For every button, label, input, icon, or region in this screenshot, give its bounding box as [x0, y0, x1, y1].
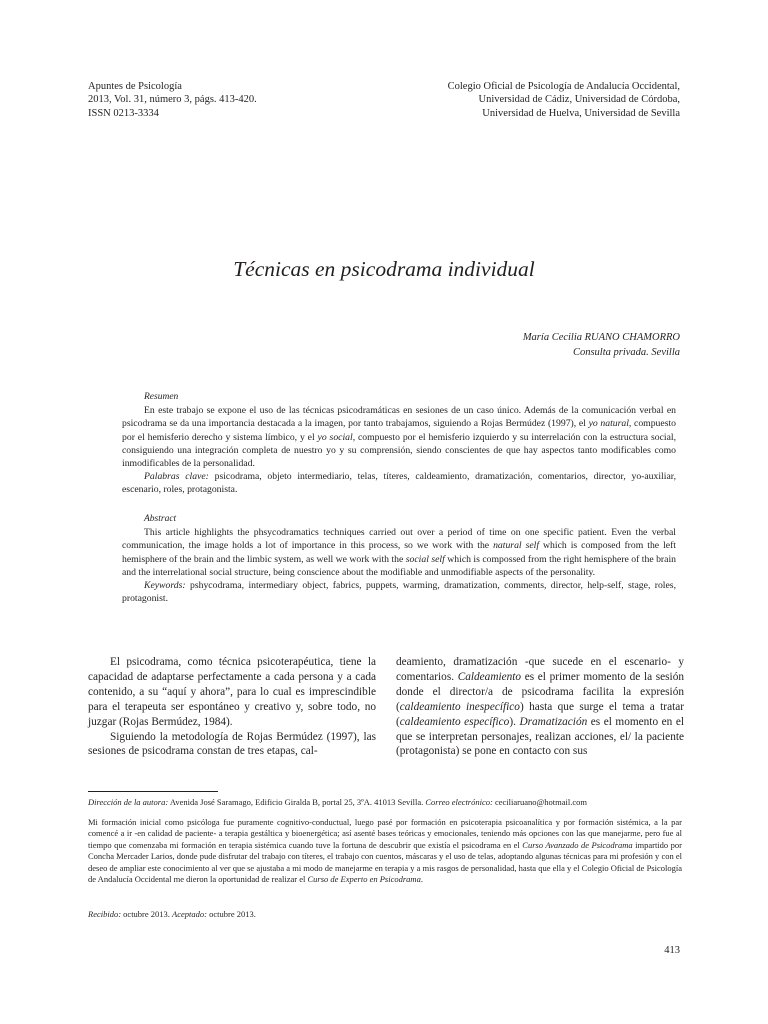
- article-title: Técnicas en psicodrama individual: [233, 257, 535, 281]
- body-column-left: [88, 655, 376, 759]
- abstract-text: This article highlights the phsycodramatics techniques carried out over a period of time on one specific patient. Even the verbal communication, the image holds a lot of importance in this process, so we work with the natural self which is composed from the left hemisphere of the brain and the limbic system, as well we work with the social self which is compossed from the right hemisphere of the brain and the interrelational social structure, being conscience about the modifiable and unmodifiable aspects of the personality.: [122, 527, 676, 578]
- body-column-right: [396, 655, 684, 759]
- footnote-divider: [88, 791, 218, 792]
- journal-volume: 2013, Vol. 31, número 3, págs. 413-420.: [88, 94, 257, 106]
- abstract-keywords: Keywords: pshycodrama, intermediary object, fabrics, puppets, warming, dramatization, comments, director, help-self, stage, roles, protagonist.: [122, 580, 676, 605]
- body-paragraph: deamiento, dramatización -que sucede en el escenario- y comentarios. Caldeamiento es el primer momento de la sesión donde el director/a de psicodrama facilita la expresión (caldeamiento inespecífico) hasta que surge el tema a tratar (caldeamiento específico). Dramatización es el momento en el que se interpretan personajes, realizan acciones, el/ la paciente (protagonista) se pone en contacto con sus: [396, 656, 684, 758]
- journal-info: [88, 80, 348, 120]
- body-paragraph: El psicodrama, como técnica psicoterapéutica, tiene la capacidad de adaptarse perfectamente a cada persona y a cada contenido, a su “aquí y ahora”, para lo cual es imprescindible para el terapeuta ser espontáneo y creativo y, sobre todo, no juzgar (Rojas Bermúdez, 1984).: [88, 656, 376, 728]
- page-number: 413: [664, 945, 680, 956]
- footnote-dates: Recibido: octubre 2013. Aceptado: octubre 2013.: [88, 909, 256, 919]
- journal-issn: ISSN 0213-3334: [88, 107, 159, 119]
- abstract-heading: Abstract: [144, 514, 177, 524]
- resumen-text: En este trabajo se expone el uso de las técnicas psicodramáticas en sesiones de un caso único. Además de la comunicación verbal en psicodrama se da una importancia destacada a la imagen, por tanto trabajamos, siguiendo a Rojas Bermúdez (1997), el yo natural, compuesto por el hemisferio derecho y sistema límbico, y el yo social, compuesto por el hemisferio izquierdo y su interrelación con la estructura social, consiguiendo una integración completa de nuestro yo y su comprensión, siendo conscientes de que hay aspectos tanto modificables como inmodificables de la personalidad.: [122, 405, 676, 470]
- institution-info: [340, 80, 680, 120]
- institution-line: Universidad de Cádiz, Universidad de Córdoba,: [478, 94, 680, 106]
- footnote-address: Dirección de la autora: Avenida José Saramago, Edificio Giralda B, portal 25, 3ºA. 41013 Sevilla. Correo electrónico: ceciliaruano@hotmail.com: [88, 797, 588, 807]
- body-paragraph: Siguiendo la metodología de Rojas Bermúdez (1997), las sesiones de psicodrama constan de tres etapas, cal-: [88, 730, 376, 758]
- journal-name: Apuntes de Psicología: [88, 81, 182, 92]
- resumen-heading: Resumen: [144, 392, 179, 402]
- author-block: [360, 330, 680, 360]
- institution-line: Universidad de Huelva, Universidad de Sevilla: [482, 107, 680, 119]
- resumen-section: [122, 391, 676, 497]
- abstract-section: [122, 513, 676, 605]
- footnote-bio: Mi formación inicial como psicóloga fue puramente cognitivo-conductual, luego pasé por formación en psicoterapia psicoanalítica y por formación sistémica, a la par comencé a ir -en calidad de paciente- a terapia gestáltica y bioenergética; así asenté bases teóricas y emocionales, teniendo más opciones con las que manejarme, pero fue al tiempo que comenzaba mi formación en terapia sistémica cuando tuve la fortuna de descubrir que existía el psicodrama en el Curso Avanzado de Psicodrama impartido por Concha Mercader Larios, donde pude disfrutar del trabajo con títeres, el trabajo con cuentos, máscaras y el uso de telas, adoptando algunas técnicas para mi profesión y con el deseo de ampliar este conocimiento al ver que se ajustaba a mi modo de manejarme en terapia y a mis rasgos de personalidad, hasta que ella y el Colegio Oficial de Psicología de Andalucía Occidental me dieron la oportunidad de realizar el Curso de Experto en Psicodrama.: [88, 817, 682, 885]
- institution-line: Colegio Oficial de Psicología de Andalucía Occidental,: [447, 81, 680, 92]
- author-name: María Cecilia RUANO CHAMORRO: [522, 332, 680, 343]
- author-affiliation: Consulta privada. Sevilla: [572, 347, 680, 358]
- resumen-keywords: Palabras clave: psicodrama, objeto intermediario, telas, títeres, caldeamiento, dramatización, comentarios, director, yo-auxiliar, escenario, roles, protagonista.: [122, 471, 677, 496]
